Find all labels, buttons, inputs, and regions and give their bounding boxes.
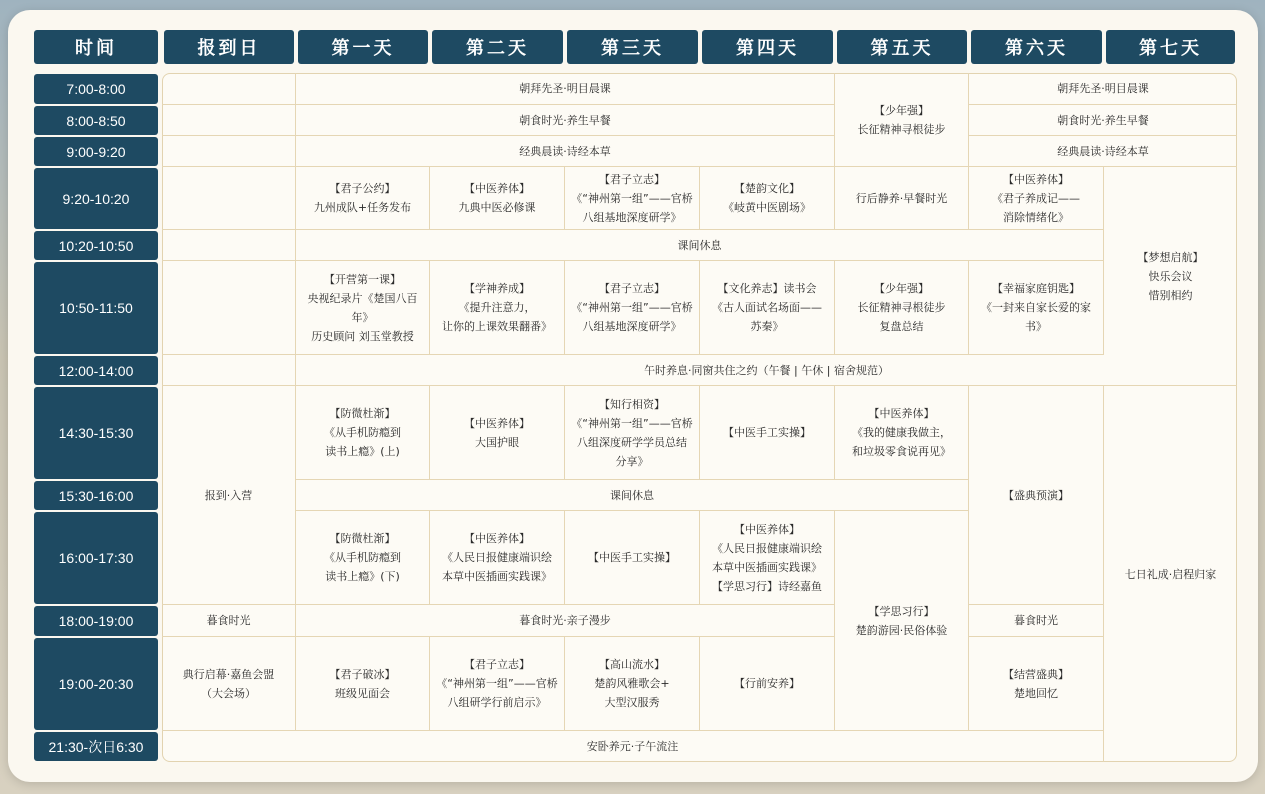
empty-cell: [162, 167, 296, 230]
time-slot: 18:00-19:00: [34, 606, 158, 636]
schedule-cell: 【学神养成】 《提升注意力， 让你的上课效果翻番》: [430, 261, 565, 355]
schedule-cell: 【少年强】 长征精神寻根徒步: [835, 73, 969, 167]
time-slot: 10:50-11:50: [34, 262, 158, 354]
schedule-cell: 典行启幕·嘉鱼会盟 （大会场）: [162, 637, 296, 731]
header-0: 时间: [34, 30, 158, 64]
schedule-cell: 课间休息: [296, 480, 969, 511]
schedule-cell: 安卧养元·子午流注: [162, 731, 1104, 762]
time-slot: 16:00-17:30: [34, 512, 158, 604]
header-1: 报到日: [164, 30, 294, 64]
header-3: 第二天: [432, 30, 563, 64]
schedule-cell: 【中医养体】 《人民日报健康端识绘 本草中医插画实践课》 【学思习行】诗经嘉鱼: [700, 511, 835, 605]
header-5: 第四天: [702, 30, 833, 64]
schedule-cell: 朝食时光·养生早餐: [296, 105, 835, 136]
schedule-cell: 七日礼成·启程归家: [1124, 567, 1217, 581]
schedule-cell: 【君子立志】 《“神州第一组”——官桥 八组基地深度研学》: [565, 261, 700, 355]
time-slot: 9:00-9:20: [34, 137, 158, 166]
schedule-cell: 【学思习行】 楚韵游园·民俗体验: [835, 511, 969, 731]
time-slot: 19:00-20:30: [34, 638, 158, 730]
time-slot: 15:30-16:00: [34, 481, 158, 510]
schedule-cell: 【防微杜渐】 《从手机防瘾到 读书上瘾》(上): [296, 386, 430, 480]
header-4: 第三天: [567, 30, 698, 64]
empty-cell: [162, 355, 296, 386]
schedule-cell: 【中医手工实操】: [700, 386, 835, 480]
empty-cell: [162, 73, 296, 105]
time-slot: 21:30-次日6:30: [34, 732, 158, 761]
time-slot: 8:00-8:50: [34, 106, 158, 135]
schedule-cell: 【盛典预演】: [969, 386, 1104, 605]
schedule-cell: 【君子立志】 《“神州第一组”——官桥 八组基地深度研学》: [565, 167, 700, 230]
schedule-cell: 【中医养体】 《人民日报健康端识绘 本草中医插画实践课》: [430, 511, 565, 605]
empty-cell: [162, 136, 296, 167]
schedule-cell: 报到·入营: [162, 386, 296, 605]
schedule-cell: 【君子立志】 《“神州第一组”——官桥 八组研学行前启示》: [430, 637, 565, 731]
schedule-cell: 【楚韵文化】 《岐黄中医剧场》: [700, 167, 835, 230]
empty-cell: [162, 230, 296, 261]
schedule-cell: 暮食时光: [162, 605, 296, 637]
time-slot: 9:20-10:20: [34, 168, 158, 229]
time-slot: 14:30-15:30: [34, 387, 158, 479]
schedule-cell: 【梦想启航】 快乐会议 惜别相约: [1104, 167, 1237, 386]
schedule-cell: 朝拜先圣·明目晨课: [296, 73, 835, 105]
schedule-cell: 【结营盛典】 楚地回忆: [969, 637, 1104, 731]
time-slot: 10:20-10:50: [34, 231, 158, 260]
schedule-cell: 【中医养体】 《我的健康我做主， 和垃圾零食说再见》: [835, 386, 969, 480]
schedule-cell: 朝拜先圣·明目晨课: [969, 73, 1237, 105]
empty-cell: [162, 261, 296, 355]
schedule-cell: 【行前安养】: [700, 637, 835, 731]
schedule-cell: 经典晨读·诗经本草: [969, 136, 1237, 167]
schedule-cell: 【知行相资】 《“神州第一组”——官桥 八组深度研学学员总结 分享》: [565, 386, 700, 480]
schedule-cell: 暮食时光·亲子漫步: [296, 605, 835, 637]
schedule-cell: 课间休息: [296, 230, 1104, 261]
schedule-cell: 【君子破冰】 班级见面会: [296, 637, 430, 731]
schedule-cell: 暮食时光: [969, 605, 1104, 637]
header-6: 第五天: [837, 30, 967, 64]
schedule-cell: 【中医养体】 《君子养成记—— 消除情绪化》: [969, 167, 1104, 230]
time-slot: 12:00-14:00: [34, 356, 158, 385]
schedule-cell: 【文化养志】读书会 《古人面试名场面—— 苏秦》: [700, 261, 835, 355]
schedule-cell: 【中医养体】 大国护眼: [430, 386, 565, 480]
schedule-cell: 【中医养体】 九典中医必修课: [430, 167, 565, 230]
header-2: 第一天: [298, 30, 428, 64]
header-8: 第七天: [1106, 30, 1235, 64]
header-7: 第六天: [971, 30, 1102, 64]
schedule-cell: 【少年强】 长征精神寻根徒步 复盘总结: [835, 261, 969, 355]
schedule-cell: 行后静养·早餐时光: [835, 167, 969, 230]
schedule-cell: 【君子公约】 九州成队+任务发布: [296, 167, 430, 230]
schedule-cell: 经典晨读·诗经本草: [296, 136, 835, 167]
time-slot: 7:00-8:00: [34, 74, 158, 104]
schedule-cell: 【防微杜渐】 《从手机防瘾到 读书上瘾》(下): [296, 511, 430, 605]
schedule-cell: 午时养息·同窗共住之约（午餐 | 午休 | 宿舍规范）: [296, 355, 1237, 386]
schedule-cell: 【幸福家庭钥匙】 《一封来自家长爱的家书》: [969, 261, 1104, 355]
schedule-cell: 【中医手工实操】: [565, 511, 700, 605]
schedule-cell: 【高山流水】 楚韵风雅歌会+ 大型汉服秀: [565, 637, 700, 731]
schedule-cell: 朝食时光·养生早餐: [969, 105, 1237, 136]
empty-cell: [162, 105, 296, 136]
schedule-cell: 【开营第一课】 央视纪录片《楚国八百年》 历史顾问 刘玉堂教授: [296, 261, 430, 355]
